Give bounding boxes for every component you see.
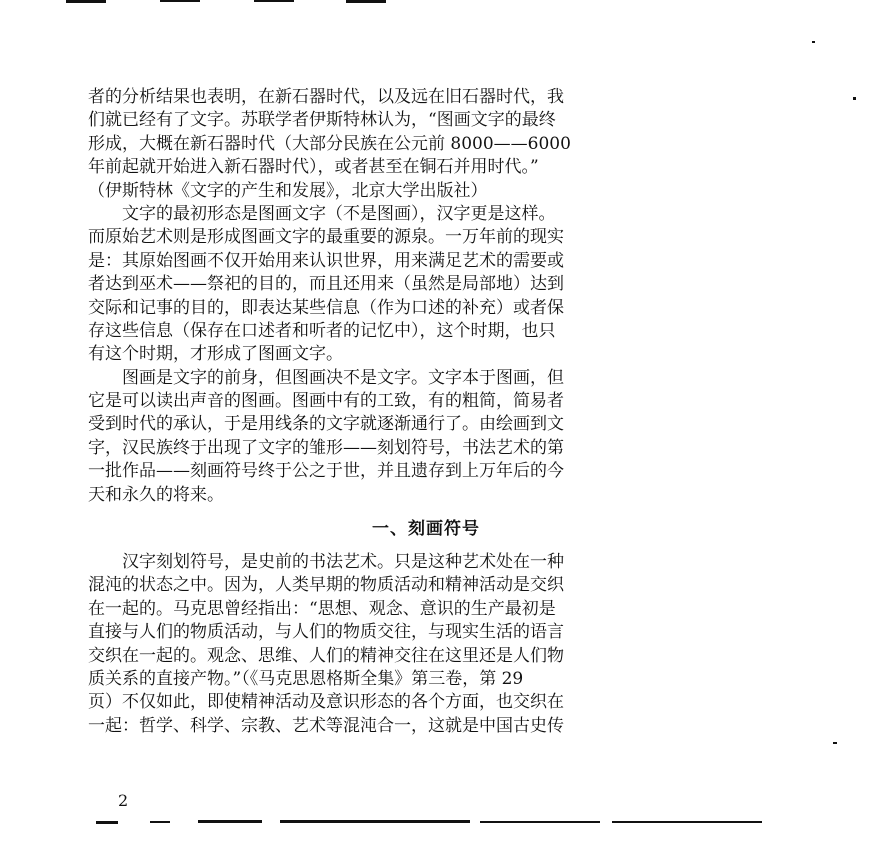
- paragraph-picture-precursor: [88, 367, 748, 507]
- text-line: 汉字刻划符号，是史前的书法艺术。只是这种艺术处在一种: [88, 552, 564, 573]
- scan-mark-bottom-2: [150, 821, 170, 823]
- text-line: 在一起的。马克思曾经指出：“思想、观念、意识的生产最初是: [88, 598, 556, 619]
- text-line: 交际和记事的目的，即表达某些信息（作为口述的补充）或者保: [88, 297, 564, 318]
- text-line: 混沌的状态之中。因为，人类早期的物质活动和精神活动是交织: [88, 575, 564, 596]
- text-line: 页）不仅如此，即使精神活动及意识形态的各个方面，也交织在: [88, 692, 564, 713]
- text-line: 年前起就开始进入新石器时代），或者甚至在铜石并用时代。”: [88, 157, 539, 178]
- text-line: 直接与人们的物质活动，与人们的物质交往，与现实生活的语言: [88, 622, 564, 643]
- scan-mark-top-3: [254, 0, 294, 2]
- scan-dot-right-1: [812, 41, 815, 43]
- paragraph-incised-marks: [88, 551, 748, 738]
- text-line: 字，汉民族终于出现了文字的雏形——刻划符号，书法艺术的第: [88, 437, 564, 458]
- paragraph-picture-writing: [88, 203, 748, 367]
- scan-mark-bottom-1: [96, 821, 118, 824]
- scan-mark-top-1: [66, 0, 106, 3]
- text-line: 天和永久的将来。: [88, 484, 224, 505]
- text-line: 们就已经有了文字。苏联学者伊斯特林认为，“图画文字的最终: [88, 110, 556, 131]
- scan-mark-bottom-6: [612, 821, 762, 823]
- text-line: 形成，大概在新石器时代（大部分民族在公元前 8000——6000: [88, 133, 571, 154]
- text-line: 存这些信息（保存在口述者和听者的记忆中），这个时期，也只: [88, 320, 556, 341]
- scan-mark-top-2: [160, 0, 200, 2]
- scan-dot-right-2: [853, 97, 856, 100]
- text-line: 交织在一起的。观念、思维、人们的精神交往在这里还是人们物: [88, 645, 564, 666]
- text-line: 受到时代的承认，于是用线条的文字就逐渐通行了。由绘画到文: [88, 414, 564, 435]
- text-line: 者达到巫术——祭祀的目的，而且还用来（虽然是局部地）达到: [88, 274, 564, 295]
- scan-mark-top-4: [346, 0, 386, 3]
- text-line: 者的分析结果也表明，在新石器时代，以及远在旧石器时代，我: [88, 87, 564, 107]
- scan-mark-bottom-5: [480, 821, 600, 823]
- text-line: （伊斯特林《文字的产生和发展》，北京大学出版社）: [88, 180, 488, 201]
- text-line: 一批作品——刻画符号终于公之于世，并且遗存到上万年后的今: [88, 461, 564, 482]
- text-line: 它是可以读出声音的图画。图画中有的工致，有的粗简，简易者: [88, 391, 564, 412]
- paragraph-continuation: [88, 86, 748, 203]
- text-line: 质关系的直接产物。”（《马克思恩格斯全集》第三卷，第 29: [88, 668, 524, 689]
- scan-mark-bottom-3: [198, 820, 262, 823]
- text-line: 一起：哲学、科学、宗教、艺术等混沌合一，这就是中国古史传: [88, 715, 564, 736]
- text-line: 而原始艺术则是形成图画文字的最重要的源泉。一万年前的现实: [88, 227, 564, 248]
- scan-dot-right-3: [833, 742, 837, 744]
- section-heading: 一、刻画符号: [372, 519, 480, 540]
- page-body: [88, 86, 748, 738]
- text-line: 图画是文字的前身，但图画决不是文字。文字本于图画，但: [88, 367, 564, 388]
- page-number: 2: [118, 791, 129, 810]
- text-line: 文字的最初形态是图画文字（不是图画），汉字更是这样。: [88, 203, 556, 224]
- text-line: 有这个时期，才形成了图画文字。: [88, 344, 343, 365]
- scan-mark-bottom-4: [280, 820, 470, 823]
- text-line: 是：其原始图画不仅开始用来认识世界，用来满足艺术的需要或: [88, 250, 564, 271]
